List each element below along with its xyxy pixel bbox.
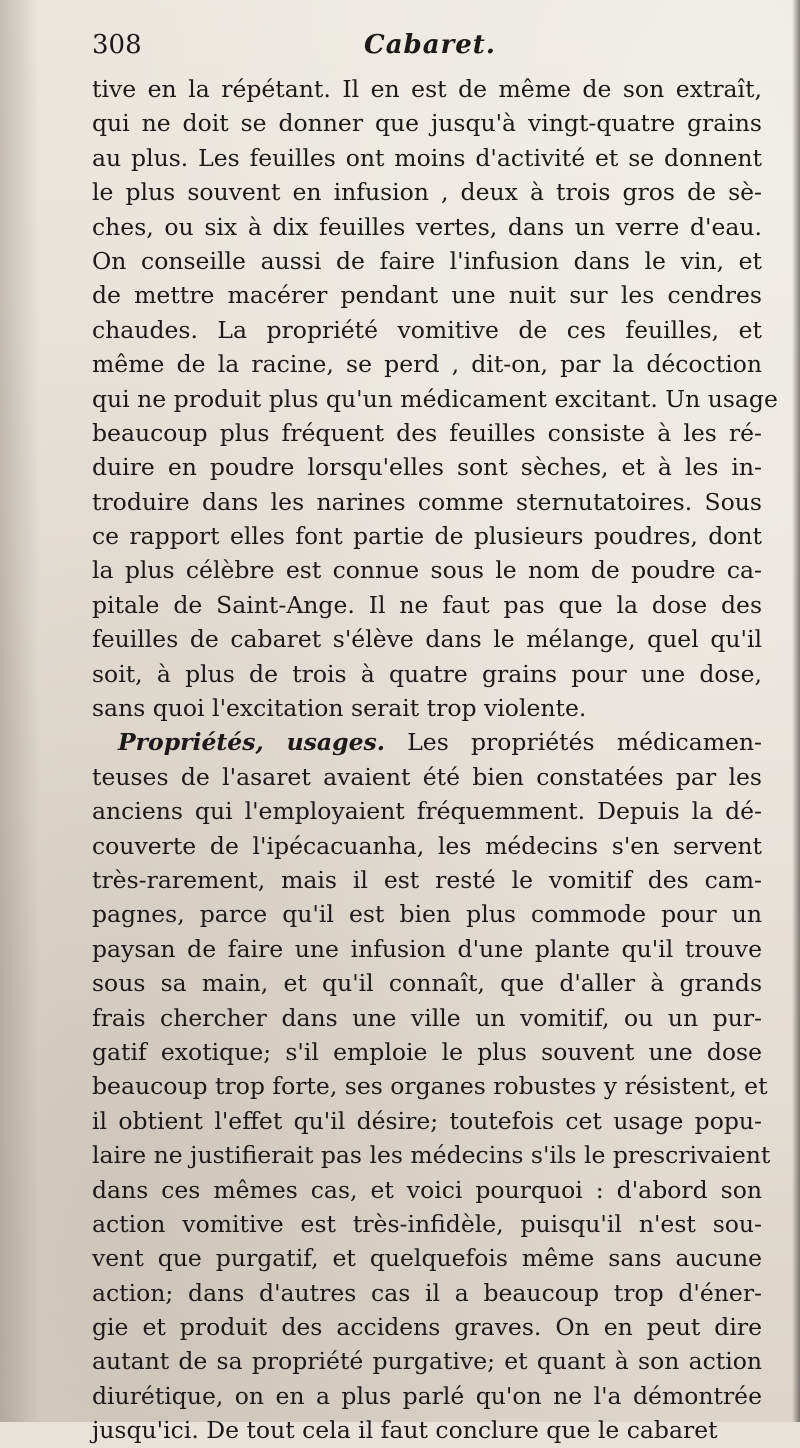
text-line: action vomitive est très-infidèle, puisqu'il n'est sou- [92, 1209, 762, 1238]
text-line: beaucoup plus fréquent des feuilles consiste à les ré- [92, 418, 762, 447]
text-line: dans ces mêmes cas, et voici pourquoi : d'abord son [92, 1175, 762, 1204]
text-line: paysan de faire une infusion d'une plante qu'il trouve [92, 934, 762, 963]
text-line: il obtient l'effet qu'il désire; toutefois cet usage popu- [92, 1106, 762, 1135]
text-line: au plus. Les feuilles ont moins d'activité et se donnent [92, 143, 762, 172]
text-line: qui ne doit se donner que jusqu'à vingt-quatre grains [92, 109, 762, 138]
text-line: chaudes. La propriété vomitive de ces feuilles, et [92, 315, 762, 344]
text-line: troduire dans les narines comme sternutatoires. Sous [92, 487, 762, 516]
text-line: On conseille aussi de faire l'infusion dans le vin, et [92, 246, 762, 275]
text-line: très-rarement, mais il est resté le vomitif des cam- [92, 865, 762, 894]
text-line: de mettre macérer pendant une nuit sur les cendres [92, 281, 762, 310]
text-line: jusqu'ici. De tout cela il faut conclure que le cabaret [92, 1416, 718, 1445]
text-line: autant de sa propriété purgative; et quant à son action [92, 1347, 762, 1376]
text-line: ches, ou six à dix feuilles vertes, dans un verre d'eau. [92, 212, 762, 241]
page-header [92, 30, 762, 64]
text-line: soit, à plus de trois à quatre grains pour une dose, [92, 659, 762, 688]
text-line: gatif exotique; s'il emploie le plus souvent une dose [92, 1037, 762, 1066]
page-edge-shadow [792, 0, 800, 1422]
text-line: qui ne produit plus qu'un médicament excitant. Un usage [92, 384, 778, 413]
text-line: couverte de l'ipécacuanha, les médecins s'en servent [92, 831, 762, 860]
body-text [92, 72, 778, 1448]
text-line: feuilles de cabaret s'élève dans le mélange, quel qu'il [92, 625, 762, 654]
text-line: teuses de l'asaret avaient été bien constatées par les [92, 762, 762, 791]
text-line: ce rapport elles font partie de plusieurs poudres, dont [92, 522, 762, 551]
text-line: pagnes, parce qu'il est bien plus commode pour un [92, 900, 762, 929]
text-line: même de la racine, se perd , dit-on, par la décoction [92, 350, 762, 379]
text-line: laire ne justifierait pas les médecins s'ils le prescrivaient [92, 1141, 771, 1170]
section-heading: Propriétés, usages. [118, 728, 385, 757]
section-first-line [92, 725, 762, 759]
page-gutter-shadow [0, 0, 40, 1422]
text-line: action; dans d'autres cas il a beaucoup trop d'éner- [92, 1278, 762, 1307]
text-line: beaucoup trop forte, ses organes robustes y résistent, et [92, 1072, 768, 1101]
text-line: sous sa main, et qu'il connaît, que d'aller à grands [92, 969, 762, 998]
page-number: 308 [92, 30, 142, 60]
text-line: pitale de Saint-Ange. Il ne faut pas que la dose des [92, 590, 762, 619]
text-line: diurétique, on en a plus parlé qu'on ne l'a démontrée [92, 1381, 762, 1410]
text-line: gie et produit des accidens graves. On en peut dire [92, 1313, 762, 1342]
text-line: le plus souvent en infusion , deux à trois gros de sè- [92, 178, 762, 207]
running-title: Cabaret. [364, 30, 496, 60]
text-line: vent que purgatif, et quelquefois même sans aucune [92, 1244, 762, 1273]
section-first-line-text: Les propriétés médicamen- [407, 728, 762, 757]
text-line: anciens qui l'employaient fréquemment. Depuis la dé- [92, 797, 762, 826]
text-line: sans quoi l'excitation serait trop violente. [92, 694, 587, 723]
text-line: tive en la répétant. Il en est de même de son extraît, [92, 75, 762, 103]
text-line: la plus célèbre est connue sous le nom de poudre ca- [92, 556, 762, 585]
text-line: frais chercher dans une ville un vomitif, ou un pur- [92, 1003, 762, 1032]
text-line: duire en poudre lorsqu'elles sont sèches, et à les in- [92, 453, 762, 482]
